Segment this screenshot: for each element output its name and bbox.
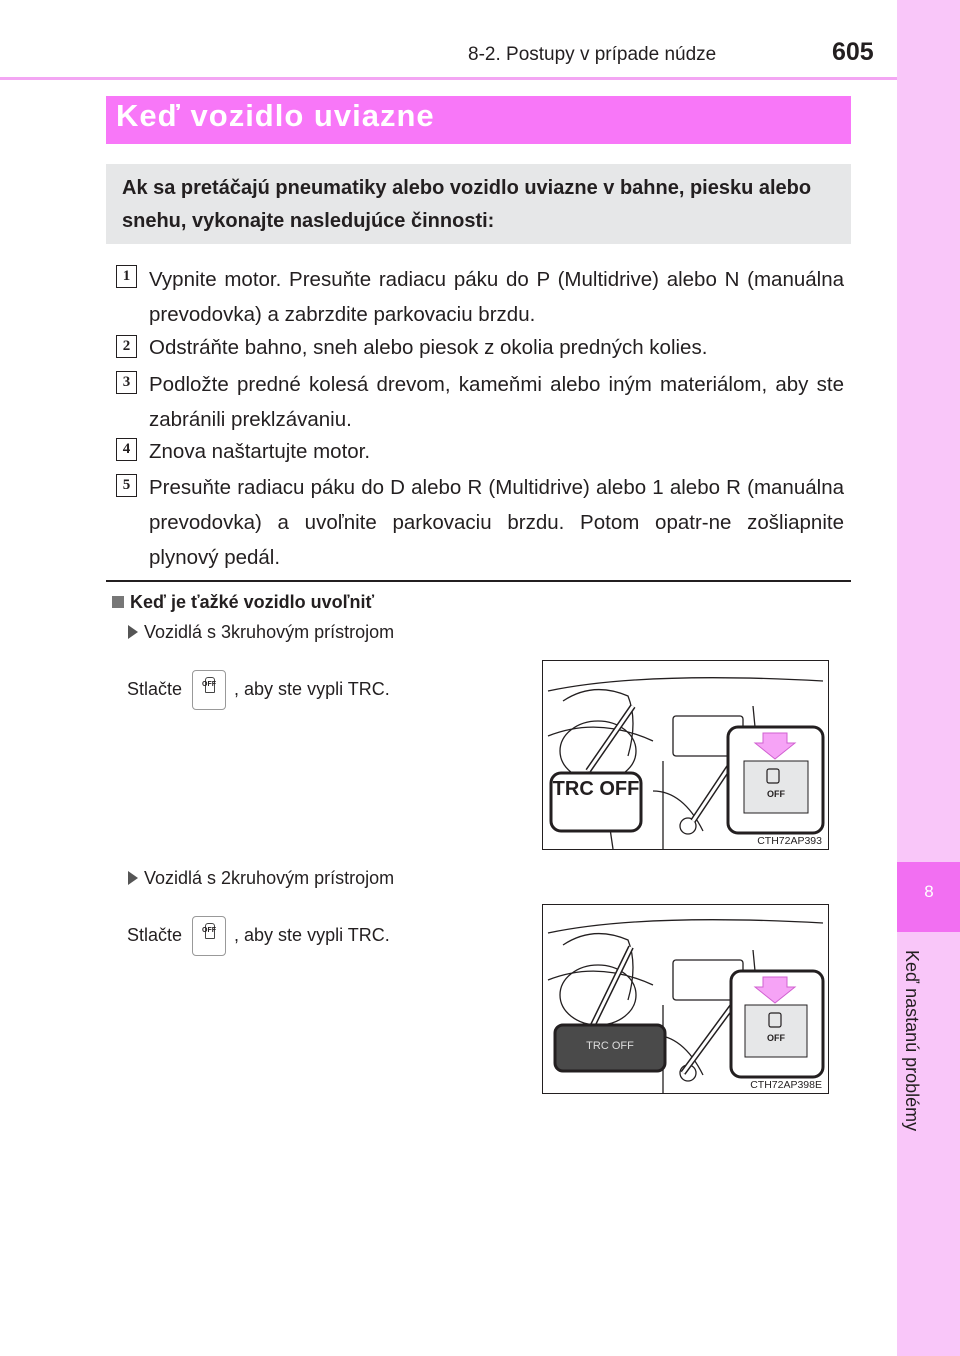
switch-label: OFF	[767, 789, 785, 799]
page-number: 605	[832, 38, 874, 66]
trc-off-button-icon	[192, 670, 226, 710]
instruction-line	[127, 914, 390, 956]
variant-label-text: Vozidlá s 2kruhovým prístrojom	[144, 868, 395, 888]
triangle-bullet-icon	[128, 625, 138, 639]
chapter-title-vertical	[902, 950, 942, 1180]
switch-label: OFF	[767, 1033, 785, 1043]
dashboard-illustration	[542, 660, 829, 850]
instruction-text: Stlačte	[127, 925, 183, 945]
chapter-number: 8	[924, 882, 934, 901]
step-number: 1	[116, 265, 137, 288]
section-heading	[112, 592, 374, 613]
step-text: Znova naštartujte motor.	[149, 440, 371, 463]
variant-label-text: Vozidlá s 3kruhovým prístrojom	[144, 622, 395, 642]
figure-code: CTH72AP398E	[750, 1079, 822, 1091]
callout-text: TRC OFF	[586, 1040, 634, 1052]
instruction-text: , aby ste vypli TRC.	[234, 925, 390, 945]
dashboard-illustration	[542, 904, 829, 1094]
step-text: Podložte predné kolesá drevom, kameňmi alebo iným materiálom, aby ste zabránili preklzávaniu.	[149, 373, 844, 431]
instruction-text: Stlačte	[127, 679, 183, 699]
instruction-line	[127, 668, 390, 710]
section-heading-text: Keď je ťažké vozidlo uvoľniť	[130, 592, 375, 612]
step-number: 3	[116, 371, 137, 394]
dashboard-drawing	[543, 905, 828, 1093]
step-number: 5	[116, 474, 137, 497]
variant-label	[128, 622, 394, 643]
step-text: Odstráňte bahno, sneh alebo piesok z okolia predných kolies.	[149, 336, 708, 359]
button-text: OFF	[202, 927, 217, 935]
chapter-title: Keď nastanú problémy	[902, 950, 922, 1132]
section-divider	[106, 580, 851, 582]
page-title: Keď vozidlo uviazne	[116, 98, 435, 133]
triangle-bullet-icon	[128, 871, 138, 885]
intro-text: Ak sa pretáčajú pneumatiky alebo vozidlo uviazne v bahne, piesku alebo snehu, vykonajte nasledujúce činnosti:	[122, 177, 812, 232]
trc-off-button-icon	[192, 916, 226, 956]
step-number: 4	[116, 438, 137, 461]
step-text: Vypnite motor. Presuňte radiacu páku do P (Multidrive) alebo N (manuálna prevodovka) a zabrzdite parkovaciu brzdu.	[149, 268, 844, 326]
step-number: 2	[116, 335, 137, 358]
button-text: OFF	[202, 681, 217, 689]
variant-label	[128, 868, 394, 889]
step-text: Presuňte radiacu páku do D alebo R (Multidrive) alebo 1 alebo R (manuálna prevodovka) a uvoľnite parkovaciu brzdu. Potom opatr-ne zošliapnite plynový pedál.	[149, 476, 844, 569]
header-section-title: 8-2. Postupy v prípade núdze	[468, 44, 717, 65]
instruction-text: , aby ste vypli TRC.	[234, 679, 390, 699]
square-bullet-icon	[112, 596, 124, 608]
header-rule	[0, 77, 897, 80]
figure-code: CTH72AP393	[757, 835, 822, 847]
callout-text: TRC OFF	[552, 778, 640, 800]
dashboard-drawing	[543, 661, 828, 849]
